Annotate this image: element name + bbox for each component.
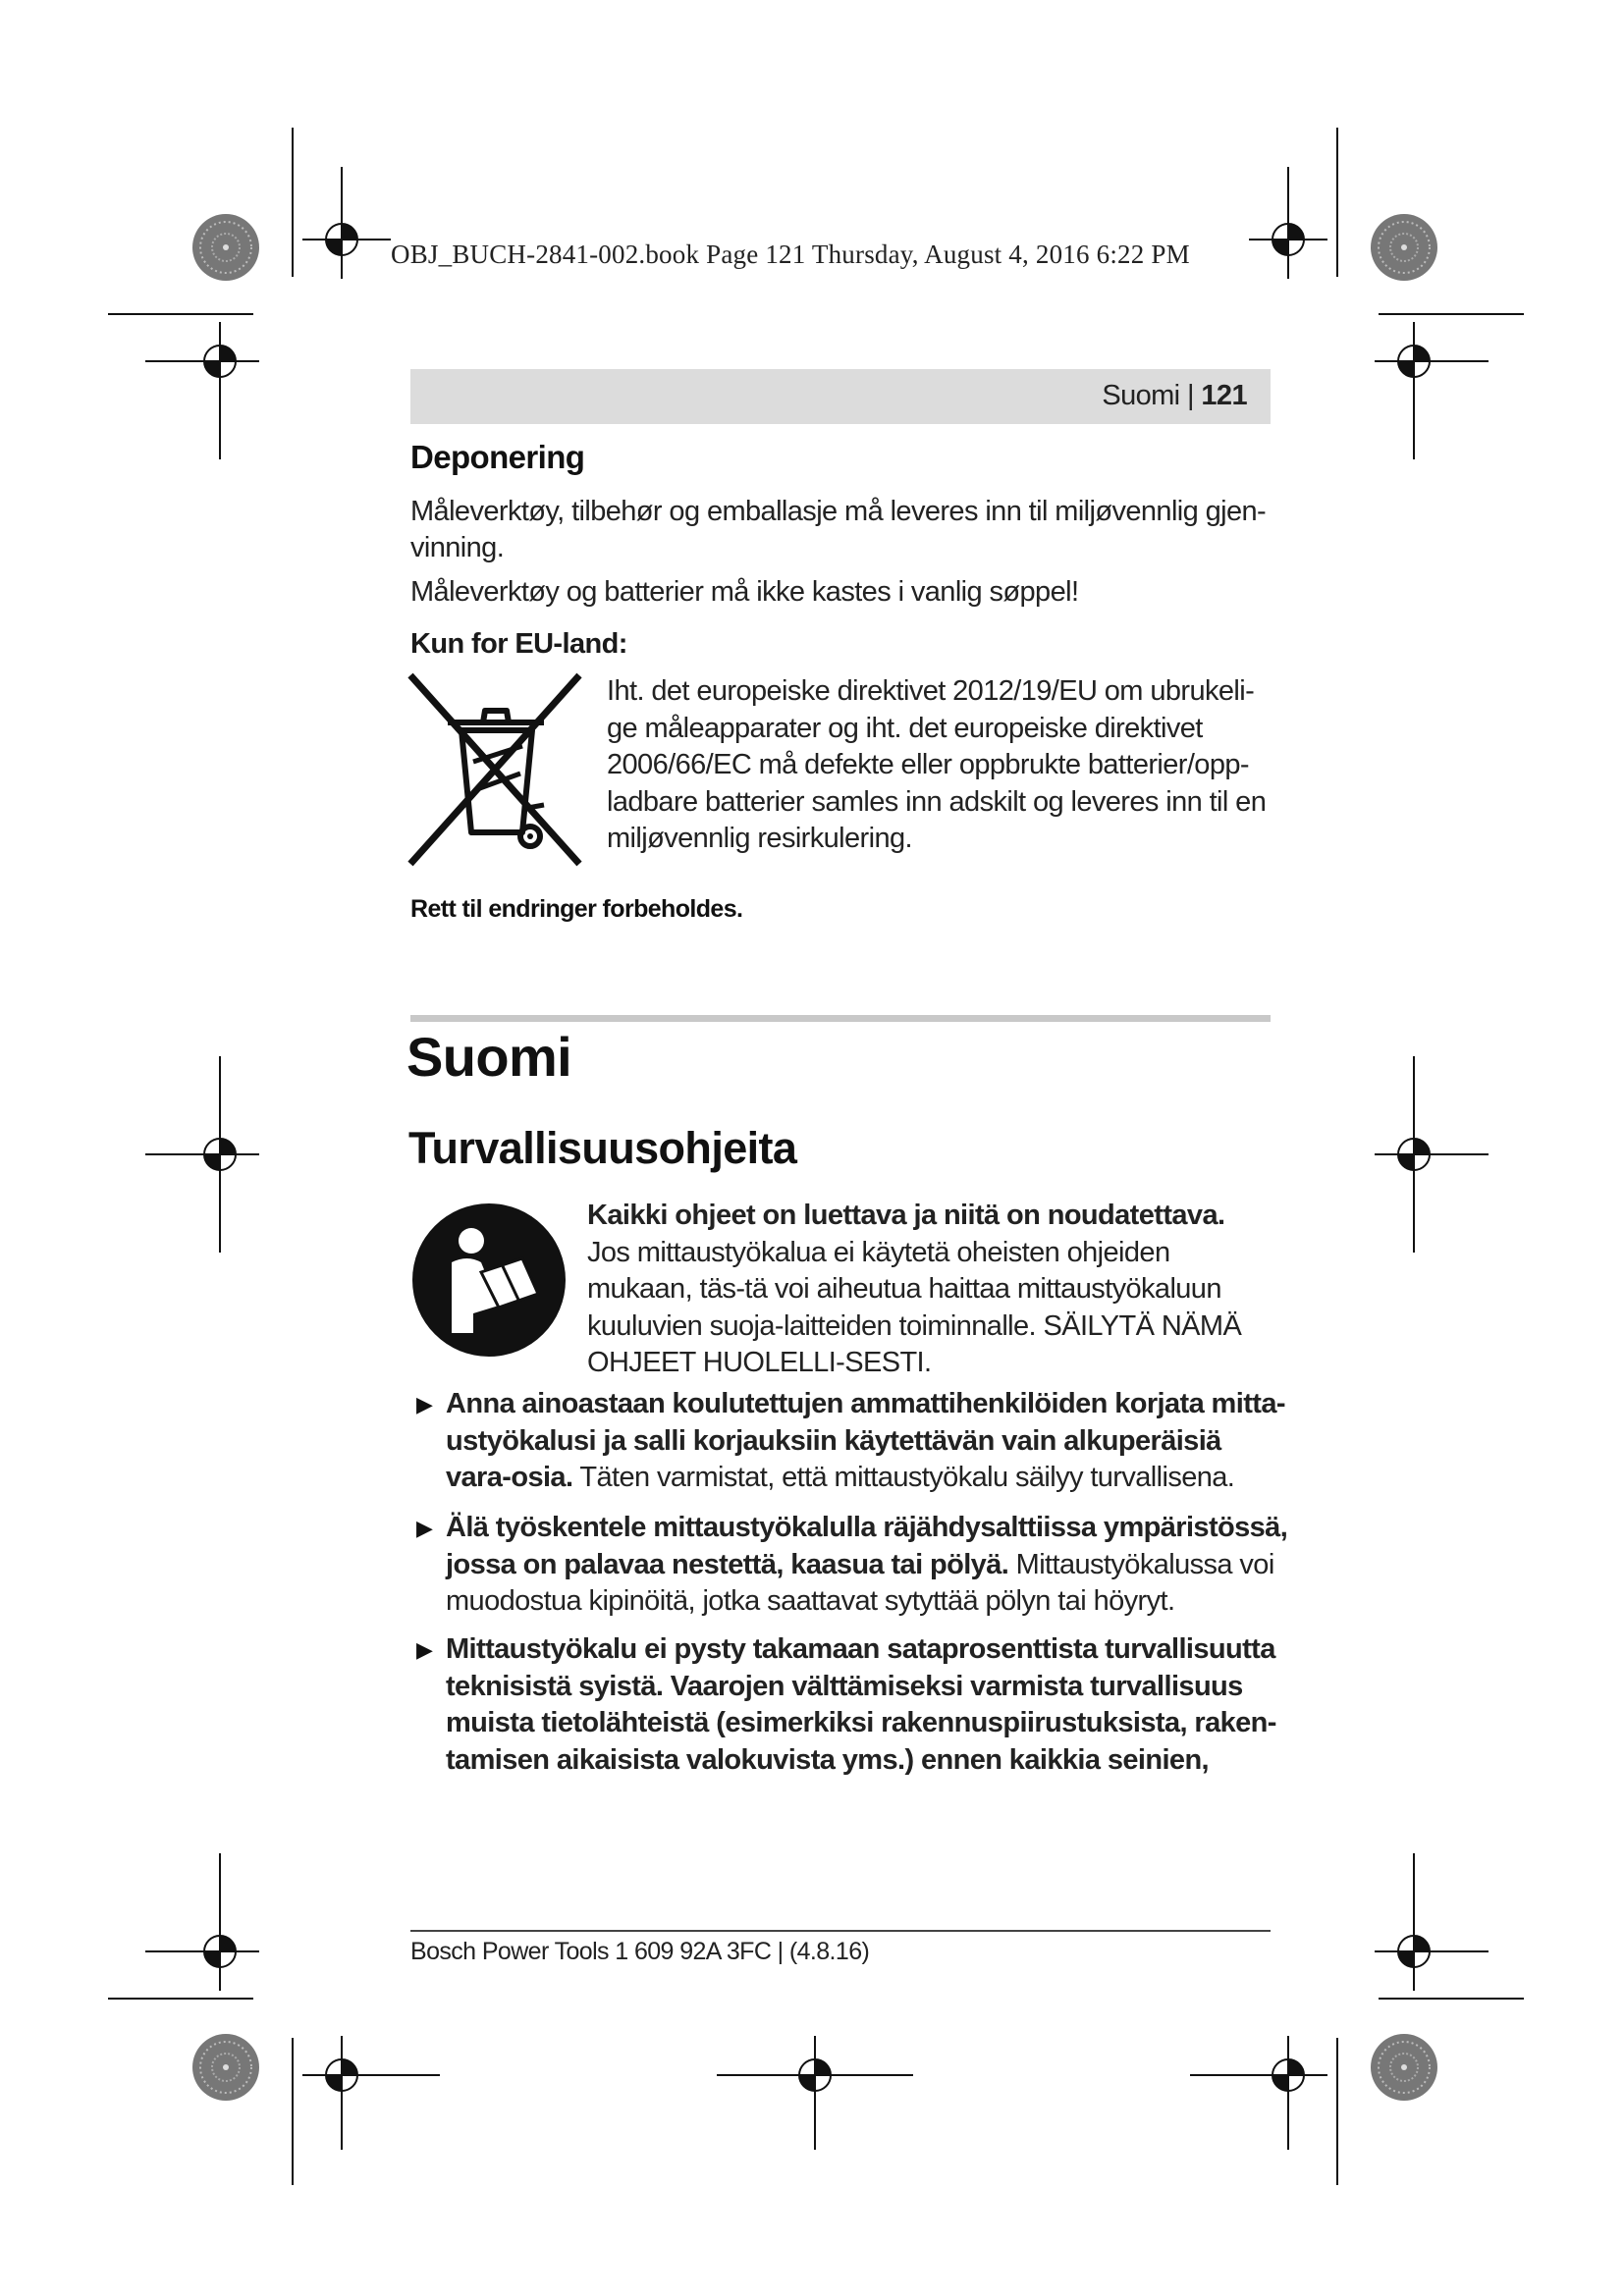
reg-mark-lower-left — [145, 1853, 259, 1991]
header-section: Suomi — [1102, 380, 1180, 411]
reg-mark-bottom-right — [1190, 2036, 1327, 2150]
bullet-text: Mittaustyökalussa voi muodostua kipinöitä, jotka saattavat sytyttää pölyn tai höyryt. — [446, 1548, 1274, 1617]
safety-heading: Turvallisuusohjeita — [408, 1123, 797, 1173]
section-rule — [410, 1015, 1271, 1022]
eu-directive-text: Iht. det europeiske direktivet 2012/19/EU om ubrukeli-ge måleapparater og iht. det europeiske direktivet 2006/66/EC må defekte eller oppbrukte batterier/opp-ladbare batterier samles inn adskilt og leveres inn til en miljøvennlig resirkulering. — [607, 675, 1267, 854]
deponering-para-2: Måleverktøy og batterier må ikke kastes i vanlig søppel! — [410, 576, 1079, 608]
crossed-out-wheelie-bin-icon — [406, 671, 585, 868]
footer: Bosch Power Tools 1 609 92A 3FC | (4.8.16) — [410, 1938, 870, 1965]
footer-rule — [410, 1930, 1271, 1932]
rights-reserved: Rett til endringer forbeholdes. — [410, 895, 743, 923]
bullet-bold: Älä työskentele mittaustyökalulla räjähdysalttiissa ympäristössä, jossa on palavaa nestettä, kaasua tai pölyä. — [446, 1512, 1288, 1580]
bullet-triangle-icon: ▶ — [416, 1516, 433, 1540]
print-slug: OBJ_BUCH-2841-002.book Page 121 Thursday, August 4, 2016 6:22 PM — [391, 240, 1190, 269]
reg-mark-top-right — [1249, 167, 1327, 279]
page-number: 121 — [1201, 380, 1247, 411]
bullet-triangle-icon: ▶ — [416, 1637, 433, 1662]
reg-mark-bottom-left — [302, 2036, 440, 2150]
bullet-triangle-icon: ▶ — [416, 1392, 433, 1416]
reg-mark-bottom-center — [717, 2036, 913, 2150]
read-manual-icon — [412, 1203, 566, 1357]
bullet-text: Täten varmistat, että mittaustyökalu säilyy turvallisena. — [572, 1462, 1235, 1493]
running-header-text — [1102, 380, 1247, 412]
deponering-heading: Deponering — [410, 439, 585, 475]
running-header — [410, 369, 1271, 424]
reg-mark-upper-right — [1375, 322, 1489, 459]
star-target-bottom-right — [1371, 2034, 1437, 2101]
deponering-para-1: Måleverktøy, tilbehør og emballasje må leveres inn til miljøvennlig gjen-vinning. — [410, 496, 1267, 563]
star-target-top-right — [1371, 214, 1437, 281]
reg-mark-top-left — [302, 167, 391, 279]
reg-mark-upper-left — [145, 322, 259, 459]
bullet-bold: Anna ainoastaan koulutettujen ammattihenkilöiden korjata mitta-ustyökalusi ja salli korjauksiin käytettävän vain alkuperäisiä vara-osia. — [446, 1388, 1285, 1493]
section-title: Suomi — [406, 1026, 572, 1088]
reg-mark-lower-right — [1375, 1853, 1489, 1991]
reg-mark-mid-right — [1375, 1056, 1489, 1253]
safety-intro — [587, 1198, 1274, 1382]
safety-intro-bold: Kaikki ohjeet on luettava ja niitä on noudatettava. — [587, 1200, 1225, 1231]
star-target-bottom-left — [192, 2034, 259, 2101]
bullet-bold: Mittaustyökalu ei pysty takamaan sataprosenttista turvallisuutta teknisistä syistä. Vaarojen välttämiseksi varmista turvallisuus muista tietolähteistä (esimerkiksi rakennuspiirustuksista, raken-tamisen aikaisista valokuvista yms.) ennen kaikkia seinien, — [446, 1633, 1276, 1776]
reg-mark-mid-left — [145, 1056, 259, 1253]
header-separator: | — [1187, 380, 1194, 411]
safety-intro-text: Jos mittaustyökalua ei käytetä oheisten ohjeiden mukaan, täs-tä voi aiheutua haittaa mittaustyökaluun kuuluvien suoja-laitteiden toiminnalle. SÄILYTÄ NÄMÄ OHJEET HUOLELLI-SESTI. — [587, 1236, 1242, 1378]
eu-label: Kun for EU-land: — [410, 628, 627, 660]
star-target-top-left — [192, 214, 259, 281]
